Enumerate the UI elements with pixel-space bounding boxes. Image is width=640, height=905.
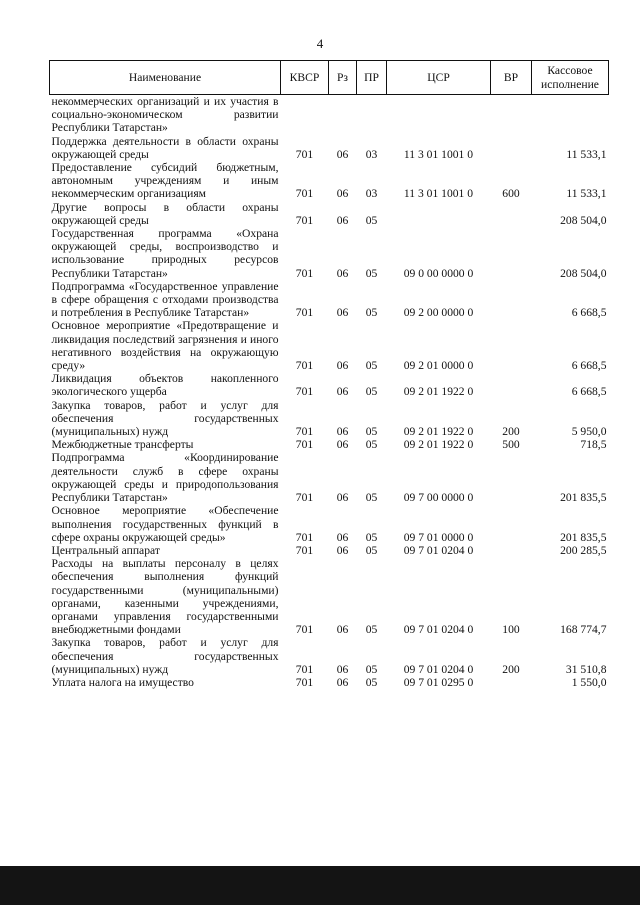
cell-csr: 09 7 01 0204 0 <box>403 623 474 637</box>
cell-rz: 06 <box>336 438 349 452</box>
cell-rz: 06 <box>336 213 349 227</box>
cell-pr: 05 <box>365 530 378 544</box>
cell-csr: 09 2 01 1922 0 <box>403 425 474 439</box>
cell-vr <box>491 544 532 557</box>
cell-vr <box>491 227 532 280</box>
cell-pr: 05 <box>365 675 378 689</box>
cell-vr <box>491 372 532 398</box>
cell-vr: 100 <box>502 623 520 637</box>
cell-amount: 200 285,5 <box>560 543 607 557</box>
header-csr: ЦСР <box>387 61 491 95</box>
cell-vr <box>491 676 532 689</box>
cell-csr: 09 0 00 0000 0 <box>403 266 474 280</box>
cell-amount: 201 835,5 <box>560 530 607 544</box>
cell-pr: 03 <box>365 147 378 161</box>
cell-csr: 09 2 01 1922 0 <box>403 438 474 452</box>
cell-kvsr: 701 <box>295 359 314 373</box>
cell-csr: 09 7 01 0204 0 <box>403 543 474 557</box>
header-rz: Рз <box>329 61 357 95</box>
cell-amount: 11 533,1 <box>566 187 607 201</box>
cell-rz: 06 <box>336 662 349 676</box>
cell-amount: 208 504,0 <box>560 213 607 227</box>
header-kvsr: КВСР <box>281 61 329 95</box>
cell-vr <box>491 504 532 544</box>
table-row <box>50 557 609 636</box>
cell-name: Поддержка деятельности в области охраны окружающей среды <box>51 134 279 161</box>
table-row <box>50 399 609 439</box>
cell-name: Государственная программа «Охрана окружающей среды, воспроизводство и использование природных ресурсов Республики Татарстан» <box>51 227 279 280</box>
header-vr: ВР <box>491 61 532 95</box>
cell-name: Другие вопросы в области охраны окружающей среды <box>51 200 279 227</box>
cell-rz: 06 <box>336 425 349 439</box>
cell-kvsr: 701 <box>295 187 314 201</box>
cell-vr: 500 <box>502 438 520 452</box>
cell-kvsr: 701 <box>295 675 314 689</box>
page-number: 4 <box>316 36 324 51</box>
cell-amount: 5 950,0 <box>571 425 607 439</box>
cell-pr: 05 <box>365 623 378 637</box>
cell-rz: 06 <box>336 623 349 637</box>
table-row <box>50 280 609 320</box>
cell-kvsr: 701 <box>295 662 314 676</box>
header-pr: ПР <box>357 61 387 95</box>
cell-name: Подпрограмма «Государственное управление в сфере обращения с отходами производства и потребления в Республике Татарстан» <box>51 279 279 320</box>
cell-amount: 6 668,5 <box>571 306 607 320</box>
cell-csr: 11 3 01 1001 0 <box>403 187 474 201</box>
cell-kvsr: 701 <box>295 266 314 280</box>
table-row <box>50 544 609 557</box>
cell-kvsr: 701 <box>295 425 314 439</box>
cell-name: Основное мероприятие «Обеспечение выполнения государственных функций в сфере охраны окружающей среды» <box>51 504 279 544</box>
cell-name: Предоставление субсидий бюджетным, автономным учреждениям и иным некоммерческим организациям <box>51 161 279 201</box>
cell-vr <box>491 201 532 227</box>
cell-rz: 06 <box>336 675 349 689</box>
cell-pr: 05 <box>365 213 378 227</box>
table-row <box>50 676 609 689</box>
cell-amount: 201 835,5 <box>560 491 607 505</box>
table-row <box>50 135 609 161</box>
cell-pr: 03 <box>365 187 378 201</box>
cell-csr: 09 7 00 0000 0 <box>403 491 474 505</box>
cell-name: Межбюджетные трансферты <box>51 438 194 452</box>
cell-pr: 05 <box>365 306 378 320</box>
cell-rz: 06 <box>336 147 349 161</box>
cell-kvsr: 701 <box>295 213 314 227</box>
header-name: Наименование <box>50 61 281 95</box>
cell-amount: 168 774,7 <box>560 623 607 637</box>
scan-bottom-border <box>0 866 640 905</box>
cell-amount: 31 510,8 <box>565 662 607 676</box>
table-row <box>50 319 609 372</box>
cell-rz: 06 <box>336 187 349 201</box>
cell-pr <box>357 95 387 135</box>
cell-amount: 208 504,0 <box>560 266 607 280</box>
cell-vr <box>491 280 532 320</box>
cell-csr: 09 2 00 0000 0 <box>403 306 474 320</box>
table-row <box>50 438 609 451</box>
table-row <box>50 636 609 676</box>
cell-name: Центральный аппарат <box>51 543 160 557</box>
cell-vr <box>491 319 532 372</box>
table-header-row <box>50 61 609 95</box>
cell-rz <box>329 95 357 135</box>
cell-csr: 11 3 01 1001 0 <box>403 147 474 161</box>
cell-vr <box>491 95 532 135</box>
cell-vr: 600 <box>502 187 520 201</box>
cell-csr <box>387 201 491 227</box>
table-row <box>50 227 609 280</box>
cell-kvsr: 701 <box>295 623 314 637</box>
cell-kvsr: 701 <box>295 438 314 452</box>
cell-amount: 6 668,5 <box>571 359 607 373</box>
cell-name: Основное мероприятие «Предотвращение и ликвидация последствий загрязнения и иного негативного воздействия на окружающую среду» <box>51 319 279 373</box>
cell-amount <box>532 95 609 135</box>
cell-pr: 05 <box>365 266 378 280</box>
table-row <box>50 504 609 544</box>
cell-pr: 05 <box>365 491 378 505</box>
cell-rz: 06 <box>336 385 349 399</box>
cell-kvsr: 701 <box>295 530 314 544</box>
table-row <box>50 372 609 398</box>
cell-rz: 06 <box>336 543 349 557</box>
cell-rz: 06 <box>336 491 349 505</box>
cell-amount: 718,5 <box>580 438 607 452</box>
cell-name: Ликвидация объектов накопленного экологического ущерба <box>51 372 279 399</box>
cell-vr <box>491 135 532 161</box>
cell-csr: 09 2 01 0000 0 <box>403 359 474 373</box>
cell-vr: 200 <box>502 425 520 439</box>
cell-amount: 11 533,1 <box>566 147 607 161</box>
cell-rz: 06 <box>336 530 349 544</box>
cell-amount: 1 550,0 <box>571 675 607 689</box>
cell-kvsr: 701 <box>295 385 314 399</box>
cell-name: Закупка товаров, работ и услуг для обеспечения государственных (муниципальных) нужд <box>51 636 279 676</box>
cell-kvsr: 701 <box>295 147 314 161</box>
cell-pr: 05 <box>365 438 378 452</box>
cell-csr: 09 2 01 1922 0 <box>403 385 474 399</box>
cell-pr: 05 <box>365 425 378 439</box>
cell-csr: 09 7 01 0000 0 <box>403 530 474 544</box>
cell-kvsr: 701 <box>295 491 314 505</box>
table-row <box>50 451 609 504</box>
cell-csr: 09 7 01 0295 0 <box>403 675 474 689</box>
cell-kvsr: 701 <box>295 306 314 320</box>
cell-kvsr <box>281 95 329 135</box>
header-amount: Кассовое исполнение <box>532 61 609 95</box>
cell-kvsr: 701 <box>295 543 314 557</box>
cell-pr: 05 <box>365 359 378 373</box>
cell-rz: 06 <box>336 306 349 320</box>
cell-name: Подпрограмма «Координирование деятельности служб в сфере охраны окружающей среды и природопользования Республики Татарстан» <box>51 451 279 505</box>
cell-csr <box>387 95 491 135</box>
cell-vr <box>491 451 532 504</box>
table-row <box>50 201 609 227</box>
cell-rz: 06 <box>336 266 349 280</box>
cell-name: Расходы на выплаты персоналу в целях обеспечения выполнения функций государственными (муниципальными) органами, казенными учреждениями, органами управления государственными внебюджетными фондами <box>51 557 279 637</box>
table-row <box>50 95 609 135</box>
cell-name: некоммерческих организаций и их участия в социально-экономическом развитии Республики Татарстан» <box>51 95 279 135</box>
cell-amount: 6 668,5 <box>571 385 607 399</box>
cell-vr: 200 <box>502 662 520 676</box>
cell-pr: 05 <box>365 385 378 399</box>
cell-pr: 05 <box>365 662 378 676</box>
cell-name: Закупка товаров, работ и услуг для обеспечения государственных (муниципальных) нужд <box>51 398 279 439</box>
table-row <box>50 161 609 201</box>
cell-pr: 05 <box>365 543 378 557</box>
table-body <box>50 95 609 690</box>
cell-rz: 06 <box>336 359 349 373</box>
cell-name: Уплата налога на имущество <box>51 675 194 689</box>
cell-csr: 09 7 01 0204 0 <box>403 662 474 676</box>
budget-execution-table <box>49 60 609 689</box>
